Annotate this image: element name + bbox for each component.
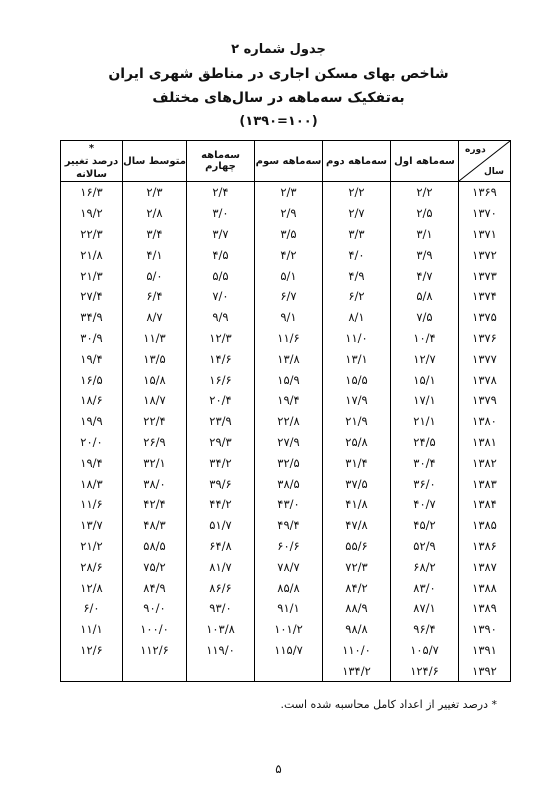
cell-q4: ۲/۴ [187, 182, 255, 203]
cell-q3: ۳/۵ [255, 224, 323, 245]
cell-avg: ۴/۱ [123, 244, 187, 265]
cell-avg: ۱۸/۷ [123, 390, 187, 411]
cell-avg: ۳/۴ [123, 224, 187, 245]
change-header [61, 141, 123, 182]
q2-header: سه‌ماهه دوم [323, 141, 391, 182]
cell-q3: ۲۲/۸ [255, 411, 323, 432]
cell-year: ۱۳۷۹ [459, 390, 511, 411]
cell-year: ۱۳۷۶ [459, 328, 511, 349]
cell-q3: ۳۲/۵ [255, 452, 323, 473]
cell-avg: ۱۱۲/۶ [123, 640, 187, 661]
cell-year: ۱۳۸۷ [459, 556, 511, 577]
cell-q2: ۴/۰ [323, 244, 391, 265]
cell-q1: ۲۱/۱ [391, 411, 459, 432]
table-row [61, 203, 511, 224]
header-row [61, 141, 511, 182]
cell-avg: ۶/۴ [123, 286, 187, 307]
cell-q1: ۱۵/۱ [391, 369, 459, 390]
cell-chg: ۱۶/۳ [61, 182, 123, 203]
cell-year: ۱۳۸۲ [459, 452, 511, 473]
cell-year: ۱۳۷۲ [459, 244, 511, 265]
cell-q1: ۴۵/۲ [391, 515, 459, 536]
cell-q1: ۱۲۴/۶ [391, 660, 459, 681]
cell-chg: ۱۱/۶ [61, 494, 123, 515]
period-year-header [459, 141, 511, 182]
period-label: دوره [465, 145, 486, 155]
table-row [61, 660, 511, 681]
q1-header: سه‌ماهه اول [391, 141, 459, 182]
cell-avg: ۵۸/۵ [123, 536, 187, 557]
cell-q3: ۱۵/۹ [255, 369, 323, 390]
cell-chg: ۲۲/۳ [61, 224, 123, 245]
cell-q4: ۷/۰ [187, 286, 255, 307]
cell-q1: ۸۳/۰ [391, 577, 459, 598]
table-row [61, 598, 511, 619]
cell-year: ۱۳۹۰ [459, 619, 511, 640]
cell-q2: ۷۲/۳ [323, 556, 391, 577]
table-row [61, 307, 511, 328]
cell-avg: ۱۵/۸ [123, 369, 187, 390]
table-title: شاخص بهای مسکن اجاری در مناطق شهری ایران [108, 66, 449, 82]
cell-q4: ۸۱/۷ [187, 556, 255, 577]
cell-q1: ۳/۹ [391, 244, 459, 265]
cell-chg: ۳۰/۹ [61, 328, 123, 349]
table-row [61, 473, 511, 494]
cell-q4: ۳۴/۲ [187, 452, 255, 473]
cell-q3: ۵/۱ [255, 265, 323, 286]
table-row [61, 244, 511, 265]
cell-year: ۱۳۷۴ [459, 286, 511, 307]
cell-q3: ۹/۱ [255, 307, 323, 328]
table-row [61, 182, 511, 203]
cell-avg: ۲۶/۹ [123, 432, 187, 453]
cell-avg: ۲۲/۴ [123, 411, 187, 432]
cell-q2: ۱۱۰/۰ [323, 640, 391, 661]
footnote: * درصد تغییر از اعداد کامل محاسبه شده است. [280, 698, 497, 711]
cell-q3: ۲/۹ [255, 203, 323, 224]
cell-q3 [255, 660, 323, 681]
cell-q3: ۹۱/۱ [255, 598, 323, 619]
cell-q4: ۳۹/۶ [187, 473, 255, 494]
cell-q2: ۹۸/۸ [323, 619, 391, 640]
cell-q1: ۳/۱ [391, 224, 459, 245]
cell-q2: ۸/۱ [323, 307, 391, 328]
cell-year: ۱۳۹۲ [459, 660, 511, 681]
cell-q1: ۷/۵ [391, 307, 459, 328]
base-year-note: (۱۰۰=۱۳۹۰) [239, 114, 318, 129]
cell-chg: ۱۶/۵ [61, 369, 123, 390]
table-number: جدول شماره ۲ [231, 42, 326, 57]
q4-header: سه‌ماهه چهارم [187, 141, 255, 182]
cell-chg: ۲۸/۶ [61, 556, 123, 577]
cell-q1: ۱۷/۱ [391, 390, 459, 411]
cell-year: ۱۳۷۳ [459, 265, 511, 286]
cell-year: ۱۳۷۸ [459, 369, 511, 390]
q3-header: سه‌ماهه سوم [255, 141, 323, 182]
cell-q3: ۱۱۵/۷ [255, 640, 323, 661]
cell-q1: ۲۴/۵ [391, 432, 459, 453]
cell-q4: ۳/۰ [187, 203, 255, 224]
cell-avg: ۴۲/۴ [123, 494, 187, 515]
cell-q4 [187, 660, 255, 681]
cell-q4: ۴۴/۲ [187, 494, 255, 515]
table-row [61, 328, 511, 349]
cell-q3: ۶/۷ [255, 286, 323, 307]
cell-chg [61, 660, 123, 681]
cell-q1: ۱۰/۴ [391, 328, 459, 349]
cell-q2: ۸۴/۲ [323, 577, 391, 598]
table-row [61, 411, 511, 432]
cell-q1: ۶۸/۲ [391, 556, 459, 577]
cell-q2: ۱۳۴/۲ [323, 660, 391, 681]
table-row [61, 286, 511, 307]
cell-q2: ۸۸/۹ [323, 598, 391, 619]
cell-avg [123, 660, 187, 681]
table-row [61, 494, 511, 515]
table-row [61, 432, 511, 453]
cell-chg: ۶/۰ [61, 598, 123, 619]
cell-year: ۱۳۸۹ [459, 598, 511, 619]
cell-q1: ۴۰/۷ [391, 494, 459, 515]
cell-q2: ۱۵/۵ [323, 369, 391, 390]
cell-q2: ۳۱/۴ [323, 452, 391, 473]
cell-avg: ۳۸/۰ [123, 473, 187, 494]
cell-year: ۱۳۸۱ [459, 432, 511, 453]
cell-year: ۱۳۸۵ [459, 515, 511, 536]
cell-year: ۱۳۶۹ [459, 182, 511, 203]
table-row [61, 556, 511, 577]
cell-avg: ۴۸/۳ [123, 515, 187, 536]
change-header-label: درصد تغییر سالانه [64, 155, 119, 180]
cell-q3: ۴۹/۴ [255, 515, 323, 536]
cell-year: ۱۳۷۱ [459, 224, 511, 245]
cell-q4: ۹۳/۰ [187, 598, 255, 619]
cell-q3: ۷۸/۷ [255, 556, 323, 577]
table-row [61, 265, 511, 286]
cell-chg: ۱۹/۲ [61, 203, 123, 224]
page-number: ۵ [275, 762, 282, 776]
cell-year: ۱۳۸۸ [459, 577, 511, 598]
cell-avg: ۳۲/۱ [123, 452, 187, 473]
cell-avg: ۲/۳ [123, 182, 187, 203]
cell-q3: ۲۷/۹ [255, 432, 323, 453]
cell-q4: ۵/۵ [187, 265, 255, 286]
cell-avg: ۸۴/۹ [123, 577, 187, 598]
cell-chg: ۱۸/۶ [61, 390, 123, 411]
cell-chg: ۱۲/۸ [61, 577, 123, 598]
cell-q4: ۹/۹ [187, 307, 255, 328]
cell-year: ۱۳۷۷ [459, 348, 511, 369]
cell-chg: ۱۹/۹ [61, 411, 123, 432]
cell-q1: ۵/۸ [391, 286, 459, 307]
cell-q3: ۶۰/۶ [255, 536, 323, 557]
avg-header: متوسط سال [123, 141, 187, 182]
cell-avg: ۹۰/۰ [123, 598, 187, 619]
cell-q2: ۲/۲ [323, 182, 391, 203]
cell-q2: ۶/۲ [323, 286, 391, 307]
table-row [61, 536, 511, 557]
cell-q1: ۳۶/۰ [391, 473, 459, 494]
cell-q2: ۴/۹ [323, 265, 391, 286]
cell-q4: ۱۱۹/۰ [187, 640, 255, 661]
cell-q3: ۴/۲ [255, 244, 323, 265]
table-row [61, 515, 511, 536]
cell-year: ۱۳۸۴ [459, 494, 511, 515]
cell-year: ۱۳۸۰ [459, 411, 511, 432]
cell-q1: ۴/۷ [391, 265, 459, 286]
cell-q2: ۲۱/۹ [323, 411, 391, 432]
cell-avg: ۱۱/۳ [123, 328, 187, 349]
cell-q1: ۳۰/۴ [391, 452, 459, 473]
cell-chg: ۲۱/۸ [61, 244, 123, 265]
table-title-block [0, 38, 557, 134]
cell-chg: ۱۱/۱ [61, 619, 123, 640]
cell-q4: ۱۲/۳ [187, 328, 255, 349]
cell-q4: ۱۴/۶ [187, 348, 255, 369]
cell-q3: ۳۸/۵ [255, 473, 323, 494]
cell-avg: ۱۰۰/۰ [123, 619, 187, 640]
cell-chg: ۲۷/۴ [61, 286, 123, 307]
cell-q2: ۳/۳ [323, 224, 391, 245]
cell-q2: ۳۷/۵ [323, 473, 391, 494]
cell-q4: ۲۹/۳ [187, 432, 255, 453]
cell-q2: ۴۱/۸ [323, 494, 391, 515]
footnote-marker: * [88, 142, 95, 154]
cell-q4: ۵۱/۷ [187, 515, 255, 536]
cell-chg: ۳۴/۹ [61, 307, 123, 328]
cell-q3: ۱۰۱/۲ [255, 619, 323, 640]
cell-q2: ۵۵/۶ [323, 536, 391, 557]
table-row [61, 640, 511, 661]
table-row [61, 577, 511, 598]
cell-chg: ۱۸/۳ [61, 473, 123, 494]
table-subtitle: به‌تفکیک سه‌ماهه در سال‌های مختلف [152, 90, 405, 106]
cell-q3: ۱۱/۶ [255, 328, 323, 349]
cell-q1: ۱۲/۷ [391, 348, 459, 369]
cell-q2: ۱۷/۹ [323, 390, 391, 411]
cell-q1: ۱۰۵/۷ [391, 640, 459, 661]
cell-chg: ۱۹/۴ [61, 348, 123, 369]
cell-q4: ۲۰/۴ [187, 390, 255, 411]
rent-index-table [60, 140, 511, 682]
cell-chg: ۲۱/۳ [61, 265, 123, 286]
table-row [61, 619, 511, 640]
cell-year: ۱۳۸۶ [459, 536, 511, 557]
cell-q3: ۸۵/۸ [255, 577, 323, 598]
cell-q2: ۲/۷ [323, 203, 391, 224]
table-row [61, 224, 511, 245]
cell-q4: ۸۶/۶ [187, 577, 255, 598]
cell-q1: ۲/۲ [391, 182, 459, 203]
cell-q2: ۴۷/۸ [323, 515, 391, 536]
cell-avg: ۸/۷ [123, 307, 187, 328]
cell-q1: ۹۶/۴ [391, 619, 459, 640]
cell-q3: ۱۹/۴ [255, 390, 323, 411]
cell-q4: ۱۰۳/۸ [187, 619, 255, 640]
cell-year: ۱۳۹۱ [459, 640, 511, 661]
cell-q1: ۵۲/۹ [391, 536, 459, 557]
cell-q4: ۳/۷ [187, 224, 255, 245]
cell-year: ۱۳۸۳ [459, 473, 511, 494]
cell-q2: ۱۱/۰ [323, 328, 391, 349]
year-label: سال [483, 167, 504, 177]
cell-chg: ۲۱/۲ [61, 536, 123, 557]
cell-q3: ۲/۳ [255, 182, 323, 203]
table-row [61, 390, 511, 411]
cell-chg: ۱۲/۶ [61, 640, 123, 661]
cell-q1: ۲/۵ [391, 203, 459, 224]
cell-avg: ۵/۰ [123, 265, 187, 286]
cell-q1: ۸۷/۱ [391, 598, 459, 619]
cell-q4: ۶۴/۸ [187, 536, 255, 557]
cell-avg: ۲/۸ [123, 203, 187, 224]
cell-year: ۱۳۷۵ [459, 307, 511, 328]
table-row [61, 348, 511, 369]
cell-chg: ۲۰/۰ [61, 432, 123, 453]
cell-q3: ۴۳/۰ [255, 494, 323, 515]
table-row [61, 369, 511, 390]
cell-chg: ۱۳/۷ [61, 515, 123, 536]
cell-chg: ۱۹/۴ [61, 452, 123, 473]
cell-avg: ۱۳/۵ [123, 348, 187, 369]
cell-q4: ۲۳/۹ [187, 411, 255, 432]
cell-q4: ۱۶/۶ [187, 369, 255, 390]
cell-q2: ۲۵/۸ [323, 432, 391, 453]
cell-q3: ۱۳/۸ [255, 348, 323, 369]
cell-avg: ۷۵/۲ [123, 556, 187, 577]
cell-q2: ۱۳/۱ [323, 348, 391, 369]
table-row [61, 452, 511, 473]
table-body [61, 182, 511, 682]
cell-q4: ۴/۵ [187, 244, 255, 265]
cell-year: ۱۳۷۰ [459, 203, 511, 224]
